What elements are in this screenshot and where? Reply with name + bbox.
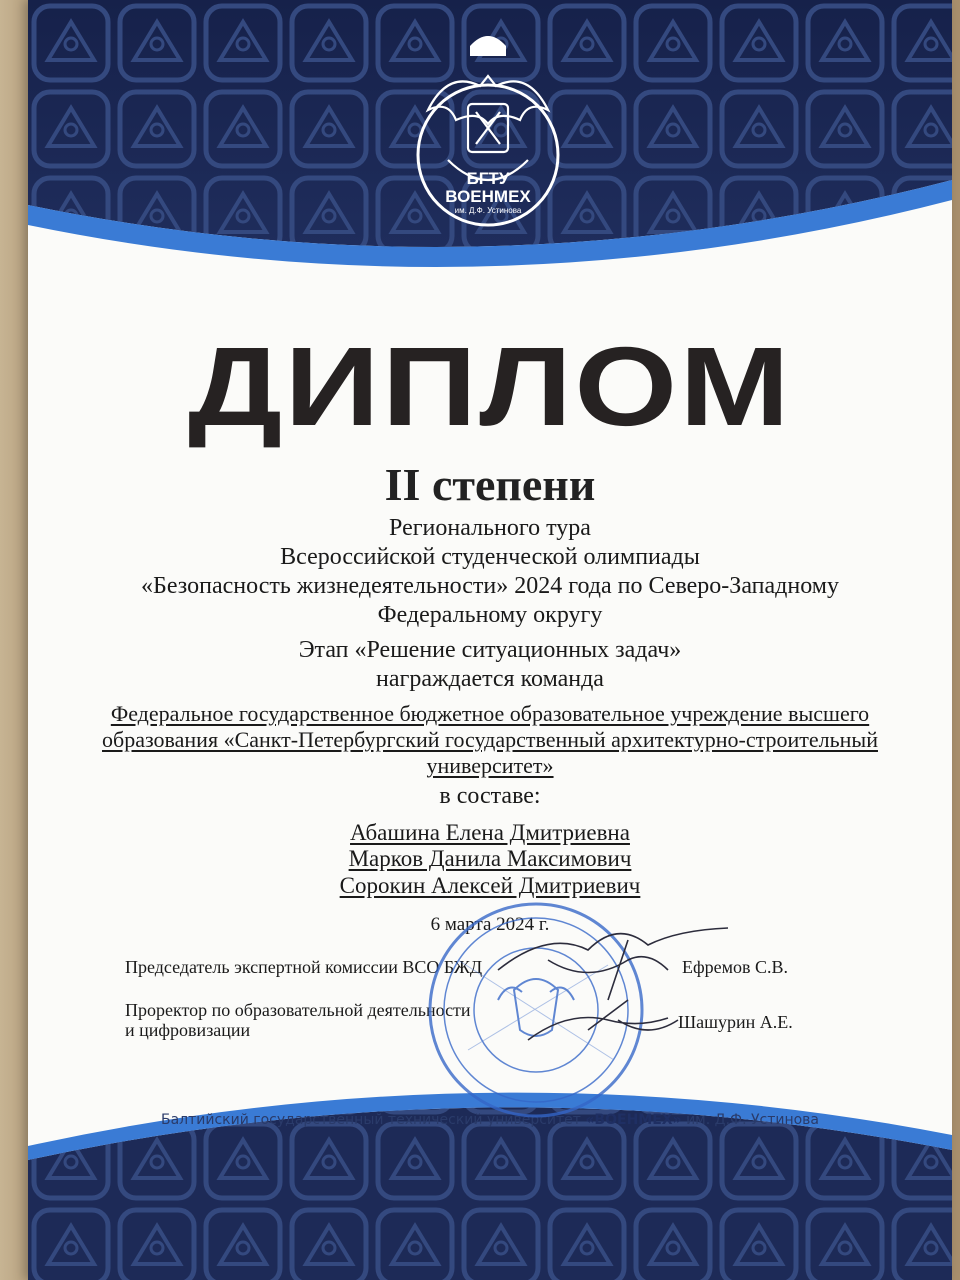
- diploma-title: ДИПЛОМ: [188, 324, 792, 449]
- prorector-role-line-2: и цифровизации: [125, 1020, 251, 1040]
- logo-line-1: БГТУ: [466, 169, 510, 188]
- organization-line-1: Федеральное государственное бюджетное образовательное учреждение высшего: [110, 701, 870, 726]
- body-line-5: Этап «Решение ситуационных задач»: [298, 637, 682, 663]
- chair-name: Ефремов С.В.: [682, 957, 789, 977]
- organization-line-2: образования «Санкт-Петербургский государственный архитектурно-строительный: [102, 727, 878, 752]
- chair-role: Председатель экспертной комиссии ВСО БЖД: [125, 957, 483, 977]
- team-member: Марков Данила Максимович: [348, 846, 632, 871]
- footer-suffix: им. Д.Ф. Устинова: [681, 1112, 820, 1128]
- diploma-text: [28, 0, 952, 1280]
- diploma-sheet: [28, 0, 952, 1280]
- diploma-degree: II степени: [384, 459, 596, 510]
- prorector-role-line-1: Проректор по образовательной деятельности: [125, 1000, 471, 1020]
- footer-university: [28, 1112, 952, 1128]
- logo-line-2: ВОЕНМЕХ: [445, 187, 531, 206]
- composition-label: в составе:: [439, 783, 541, 809]
- footer-prefix: Балтийский государственный технический университет: [160, 1112, 586, 1128]
- team-member: Абашина Елена Дмитриевна: [350, 820, 630, 845]
- body-line-4: Федеральному округу: [377, 602, 603, 628]
- body-line-6: награждается команда: [376, 666, 604, 692]
- prorector-name: Шашурин А.Е.: [678, 1012, 793, 1032]
- body-line-2: Всероссийской студенческой олимпиады: [280, 544, 700, 570]
- body-line-1: Регионального тура: [389, 515, 591, 541]
- organization-line-3: университет»: [426, 753, 554, 778]
- footer-brand: «ВОЕНМЕХ»: [585, 1112, 682, 1128]
- award-date: 6 марта 2024 г.: [430, 914, 550, 935]
- team-member: Сорокин Алексей Дмитриевич: [339, 873, 641, 898]
- body-line-3: «Безопасность жизнедеятельности» 2024 года по Северо-Западному: [141, 573, 839, 599]
- logo-line-3: им. Д.Ф. Устинова: [454, 206, 522, 215]
